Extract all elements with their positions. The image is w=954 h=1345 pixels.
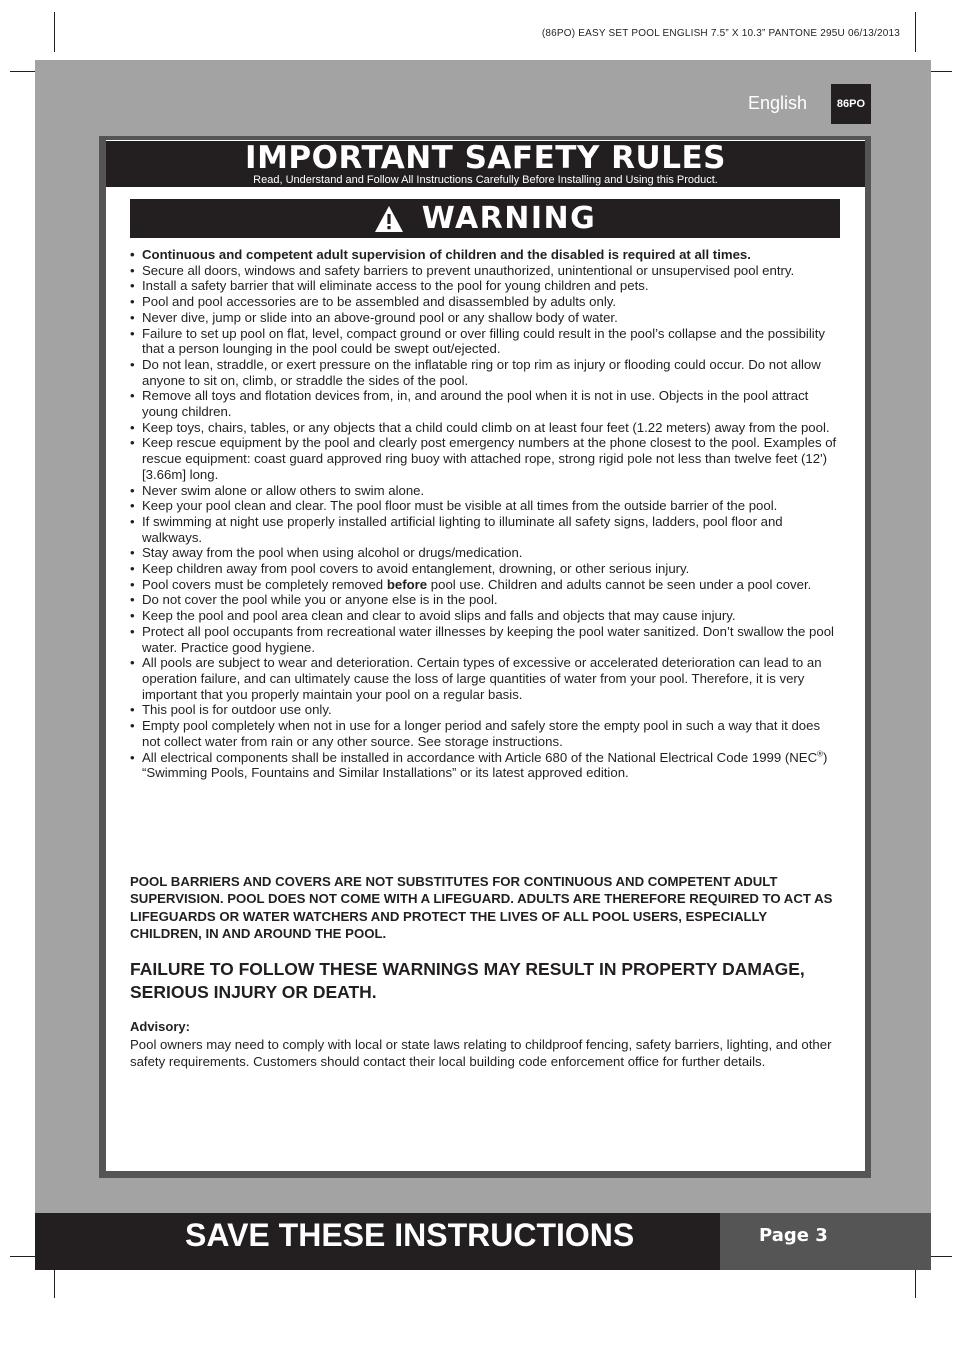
list-item: • If swimming at night use properly installed artificial lighting to illuminate all safety signs, ladders, pool floor and walkways. [130, 514, 838, 545]
crop-mark [54, 12, 55, 52]
list-item: • All electrical components shall be installed in accordance with Article 680 of the National Electrical Code 1999 (NEC®) “Swimming Pools, Fountains and Similar Installations” or its latest approved edition. [130, 750, 838, 781]
footer-title: SAVE THESE INSTRUCTIONS [185, 1217, 635, 1253]
barriers-notice: POOL BARRIERS AND COVERS ARE NOT SUBSTITUTES FOR CONTINUOUS AND COMPETENT ADULT SUPERVISION. POOL DOES NOT COME WITH A LIFEGUARD. ADULTS ARE THEREFORE REQUIRED TO ACT AS LIFEGUARDS OR WATER WATCHERS AND PROTECT THE LIVES OF ALL POOL USERS, ESPECIALLY CHILDREN, IN AND AROUND THE POOL. [130, 874, 833, 942]
list-item: • Continuous and competent adult supervision of children and the disabled is required at all times. [130, 247, 838, 263]
list-item: • All pools are subject to wear and deterioration. Certain types of excessive or accelerated deterioration can lead to an operation failure, and can ultimately cause the loss of large quantities of water from your pool. Therefore, it is very important that you properly maintain your pool on a regular basis. [130, 655, 838, 702]
list-item: • Remove all toys and flotation devices from, in, and around the pool when it is not in use. Objects in the pool attract young children. [130, 388, 838, 419]
safety-rules-list [130, 247, 838, 781]
list-item: • Stay away from the pool when using alcohol or drugs/medication. [130, 545, 838, 561]
list-item: • Empty pool completely when not in use for a longer period and safely store the empty pool in such a way that it does not collect water from rain or any other source. See storage instructions. [130, 718, 838, 749]
list-item: • Failure to set up pool on flat, level, compact ground or over filling could result in the pool’s collapse and the possibility that a person lounging in the pool could be swept out/ejected. [130, 326, 838, 357]
list-item: • Keep toys, chairs, tables, or any objects that a child could climb on at least four feet (1.22 meters) away from the pool. [130, 420, 838, 436]
crop-mark [54, 1270, 55, 1298]
warning-banner [130, 199, 840, 238]
failure-notice: FAILURE TO FOLLOW THESE WARNINGS MAY RESULT IN PROPERTY DAMAGE, SERIOUS INJURY OR DEATH. [130, 959, 805, 1002]
list-item: • Keep your pool clean and clear. The pool floor must be visible at all times from the outside barrier of the pool. [130, 498, 838, 514]
list-item: • This pool is for outdoor use only. [130, 702, 838, 718]
emphasis-before: before [386, 576, 428, 592]
advisory-text: Pool owners may need to comply with local or state laws relating to childproof fencing, safety barriers, lighting, and other safety requirements. Customers should contact their local building code enforcement office for further details. [130, 1037, 832, 1069]
warning-triangle-icon [374, 205, 404, 233]
language-code-badge: 86PO [831, 84, 871, 124]
advisory-heading: Advisory: [130, 1019, 190, 1034]
list-item: • Never dive, jump or slide into an above-ground pool or any shallow body of water. [130, 310, 838, 326]
list-item: • Install a safety barrier that will eliminate access to the pool for young children and pets. [130, 278, 838, 294]
list-item: • Keep children away from pool covers to avoid entanglement, drowning, or other serious injury. [130, 561, 838, 577]
list-item: • Keep rescue equipment by the pool and clearly post emergency numbers at the phone closest to the pool. Examples of rescue equipment: coast guard approved ring buoy with attached rope, strong rigid pole not less than twelve feet (12') [3.66m] long. [130, 435, 838, 482]
safety-rules-header [106, 141, 865, 187]
page-subtitle: Read, Understand and Follow All Instructions Carefully Before Installing and Using this Product. [253, 174, 718, 186]
list-item: • Do not lean, straddle, or exert pressure on the inflatable ring or top rim as injury or flooding could occur. Do not allow anyone to sit on, climb, or straddle the sides of the pool. [130, 357, 838, 388]
crop-mark [915, 1270, 916, 1298]
warning-label: WARNING [421, 201, 597, 236]
list-item: • Never swim alone or allow others to swim alone. [130, 483, 838, 499]
page-title: IMPORTANT SAFETY RULES [245, 140, 726, 176]
list-item: • Pool covers must be completely removed before pool use. Children and adults cannot be seen under a pool cover. [130, 577, 838, 593]
language-label: English [748, 93, 808, 113]
list-item: • Secure all doors, windows and safety barriers to prevent unauthorized, unintentional or unsupervised pool entry. [130, 263, 838, 279]
list-item: • Do not cover the pool while you or anyone else is in the pool. [130, 592, 838, 608]
list-item: • Pool and pool accessories are to be assembled and disassembled by adults only. [130, 294, 838, 310]
list-item: • Protect all pool occupants from recreational water illnesses by keeping the pool water sanitized. Don’t swallow the pool water. Practice good hygiene. [130, 624, 838, 655]
registered-mark: ® [817, 749, 824, 759]
list-item: • Keep the pool and pool area clean and clear to avoid slips and falls and objects that may cause injury. [130, 608, 838, 624]
print-info: (86PO) EASY SET POOL ENGLISH 7.5” X 10.3” PANTONE 295U 06/13/2013 [541, 28, 900, 39]
page-number: Page 3 [759, 1225, 828, 1246]
crop-mark [915, 12, 916, 52]
